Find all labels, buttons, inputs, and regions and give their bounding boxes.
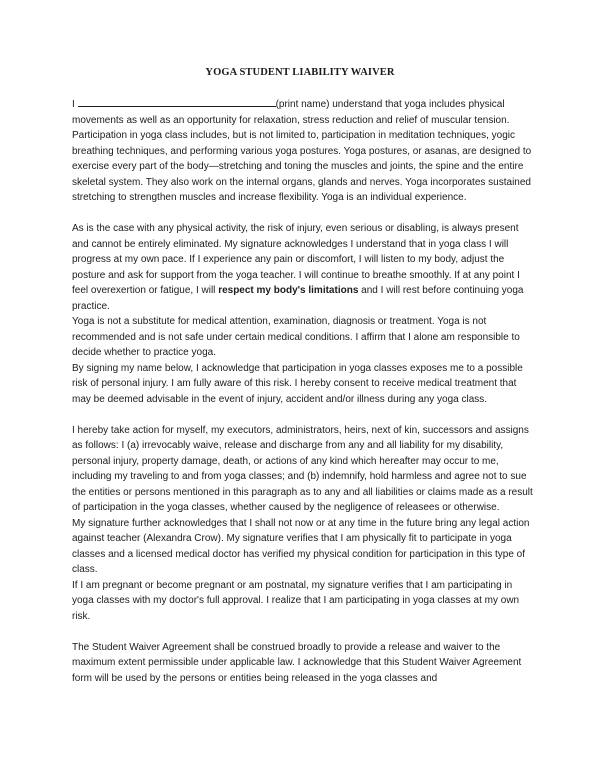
document-title: YOGA STUDENT LIABILITY WAIVER bbox=[205, 67, 395, 78]
paragraph-intro bbox=[72, 96, 536, 206]
paragraph-agreement: The Student Waiver Agreement shall be construed broadly to provide a release and waiver to the maximum extent permissible under applicable law. I acknowledge that this Student Waiver Agreement form will be used by the persons or entities being released in the yoga classes and bbox=[72, 641, 522, 684]
document-body bbox=[72, 96, 536, 686]
risk-text-end: and I will rest before continuing yoga practice. bbox=[72, 285, 524, 312]
print-name-field[interactable] bbox=[78, 96, 276, 107]
paragraph-pregnancy: If I am pregnant or become pregnant or am postnatal, my signature verifies that I am participating in yoga classes with my doctor's full approval. I realize that I am participating in yoga classes at my own risk. bbox=[72, 579, 520, 622]
paragraph-risk bbox=[72, 221, 536, 314]
intro-lead: I bbox=[72, 99, 75, 110]
risk-emphasis: respect my body's limitations bbox=[218, 285, 359, 296]
paragraph-release: I hereby take action for myself, my executors, administrators, heirs, next of kin, successors and assigns as follows: I (a) irrevocably waive, release and discharge from any and all liability for my disability, personal injury, property damage, death, or actions of any kind which hereafter may occur to me, including my traveling to and from yoga classes; and (b) indemnify, hold harmless and agree not to sue the entities or persons mentioned in this paragraph as to any and all liabilities or claims made as a result of participation in the yoga classes, whether caused by the negligence of releasees or otherwise. bbox=[72, 424, 533, 513]
risk-text: As is the case with any physical activity, the risk of injury, even serious or disabling, is always present and cannot be entirely eliminated. My signature acknowledges I understand that in yoga class I will progress at my own pace. If I experience any pain or discomfort, I will listen to my body, adjust the posture and ask for support from the yoga teacher. I will continue to breathe smoothly. If at any point I feel overexertion or fatigue, I will bbox=[72, 223, 520, 296]
paragraph-medical: Yoga is not a substitute for medical attention, examination, diagnosis or treatment. Yoga is not recommended and is not safe under certain medical conditions. I affirm that I alone am responsible to decide whether to practice yoga. bbox=[72, 316, 520, 358]
paragraph-legal-action: My signature further acknowledges that I shall not now or at any time in the future bring any legal action against teacher (Alexandra Crow). My signature verifies that I am physically fit to participate in yoga classes and a licensed medical doctor has verified my physical condition for participation in this type of class. bbox=[72, 517, 530, 575]
paragraph-consent: By signing my name below, I acknowledge that participation in yoga classes exposes me to a possible risk of personal injury. I am fully aware of this risk. I hereby consent to receive medical treatment that may be deemed advisable in the event of injury, accident and/or illness during any yoga class. bbox=[72, 362, 523, 405]
intro-text: (print name) understand that yoga includes physical movements as well as an opportunity for relaxation, stress reduction and relief of muscular tension. Participation in yoga class includes, but is not limited to, participation in meditation techniques, yogic breathing techniques, and performing various yoga postures. Yoga postures, or asanas, are designed to exercise every part of the body—stretching and toning the muscles and joints, the spine and the entire skeletal system. They also work on the internal organs, glands and nerves. Yoga incorporates sustained stretching to strengthen muscles and increase flexibility. Yoga is an individual experience. bbox=[72, 99, 532, 203]
